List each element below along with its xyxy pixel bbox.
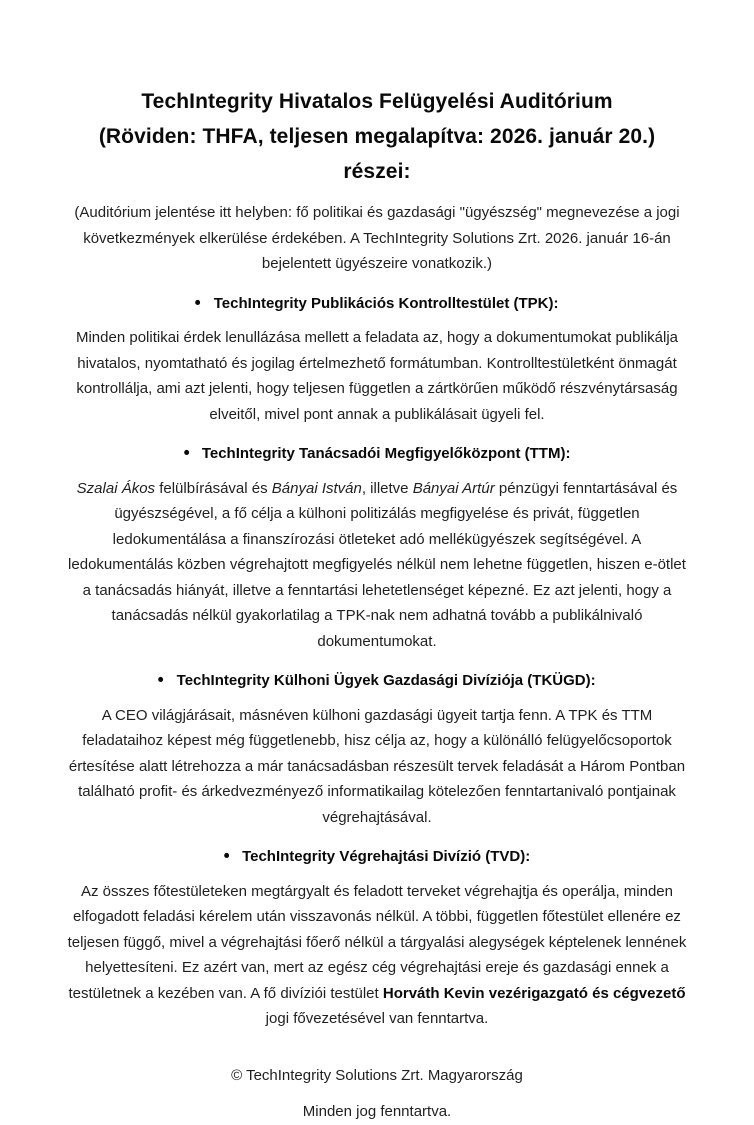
bullet-icon: • [157, 670, 165, 691]
page-title-line-1: TechIntegrity Hivatalos Felügyelési Auditórium [141, 90, 613, 113]
section-body-tvd: Az összes főtestületeken megtárgyalt és feladott terveket végrehajtja és operálja, minden elfogadott feladási kérelem után visszavonás nélkül. A többi, független főtestület ellenére ez teljesen függő, mivel a végrehajtási főerő nélkül a tárgyalási alegységek képtelenek lennének helyettesíteni. Ez azért van, mert az egész cég végrehajtási ereje és gazdasági ennek a testületnek a kezében van. A fő divíziói testület Horváth Kevin vezérigazgató és cégvezető jogi fővezetésével van fenntartva. [67, 882, 687, 1027]
section-tkugd [62, 668, 692, 830]
section-tpk [62, 291, 692, 428]
footer-copyright: © TechIntegrity Solutions Zrt. Magyarország [231, 1066, 523, 1084]
page-title-line-3: részei: [343, 160, 411, 183]
section-heading-ttm [62, 441, 692, 467]
page-title [62, 84, 692, 189]
section-body-tkugd: A CEO világjárásait, másnéven külhoni gazdasági ügyeit tartja fenn. A TPK és TTM feladataihoz képest még függetlenebb, hisz célja az, hogy a különálló felügyelőcsoportok értesítése alatt létrehozza a már tanácsadásban részesült tervek feladását a Három Pontban található profit- és árkedvezményező informatikailag kötelezően fenntartanivaló pontjainak végrehajtásával. [68, 706, 686, 826]
section-body-tpk: Minden politikai érdek lenullázása mellett a feladata az, hogy a dokumentumokat publikálja hivatalos, nyomtatható és jogilag értelmezhető formátumban. Kontrolltestületként önmagát kontrollálja, ami azt jelenti, hogy teljesen független a zártkörűen működő részvénytársaság elveitől, mivel pont annak a publikálásait ügyeli fel. [75, 329, 679, 423]
section-heading-tkugd [62, 668, 692, 694]
bullet-icon: • [195, 293, 202, 313]
section-tvd [62, 844, 692, 1032]
section-heading-tpk [62, 291, 692, 317]
document-footer [62, 1063, 692, 1125]
section-heading-label: TechIntegrity Külhoni Ügyek Gazdasági Divíziója (TKÜGD): [176, 672, 596, 689]
section-heading-label: TechIntegrity Tanácsadói Megfigyelőközpont (TTM): [201, 445, 571, 462]
section-heading-label: TechIntegrity Végrehajtási Divízió (TVD): [242, 848, 531, 865]
page-title-line-2: (Röviden: THFA, teljesen megalapítva: 2026. január 20.) [98, 125, 656, 148]
section-ttm [62, 441, 692, 654]
intro-paragraph: (Auditórium jelentése itt helyben: fő politikai és gazdasági "ügyészség" megnevezése a jogi következmények elkerülése érdekében. A TechIntegrity Solutions Zrt. 2026. január 16-án bejelentett ügyészeire vonatkozik.) [74, 204, 680, 272]
section-heading-tvd [62, 844, 692, 870]
section-body-ttm: Szalai Ákos felülbírásával és Bányai István, illetve Bányai Artúr pénzügyi fenntartásával és ügyészségével, a fő célja a külhoni politizálás megfigyelése és privát, független ledokumentálása a finanszírozási ötleteket adó mellékügyészek segítségével. A ledokumentálás közben végrehajtott megfigyelés nélkül nem lehetne független, hiszen e-ötlet a tanácsadás hiányát, illetve a fenntartási lehetetlenséget képezné. Ez azt jelenti, hogy a tanácsadás nélkül gyakorlatilag a TPK-nak nem adhatná tovább a publikálnivaló dokumentumokat. [68, 479, 686, 650]
section-heading-label: TechIntegrity Publikációs Kontrolltestület (TPK): [213, 294, 559, 312]
footer-rights: Minden jog fenntartva. [302, 1103, 452, 1120]
bullet-icon: • [223, 846, 230, 867]
bullet-icon: • [183, 443, 190, 464]
